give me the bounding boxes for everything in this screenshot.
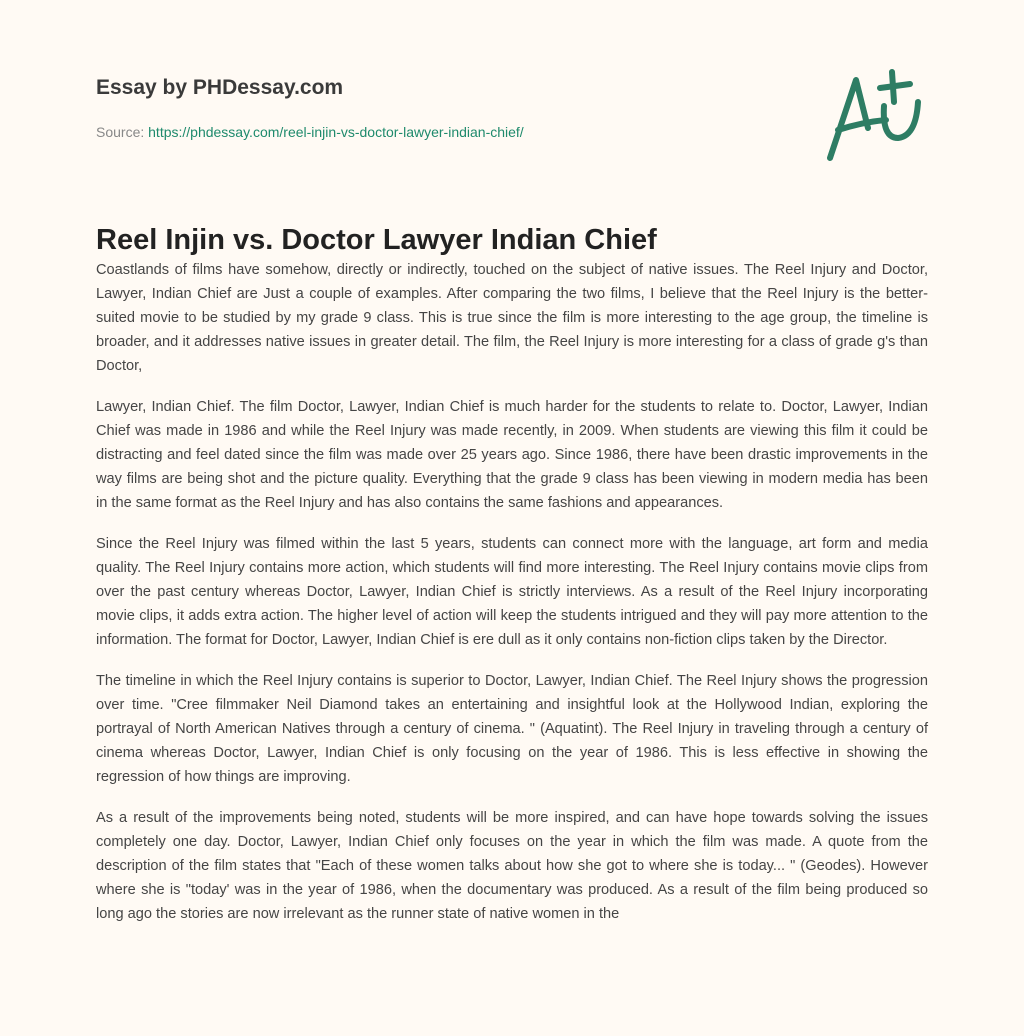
site-brand: Essay by PHDessay.com <box>96 76 344 99</box>
paragraph: Lawyer, Indian Chief. The film Doctor, Lawyer, Indian Chief is much harder for the students to relate to. Doctor, Lawyer, Indian Chief was made in 1986 and while the Reel Injury was made recently, in 2009. When students are viewing this film it could be distracting and feel dated since the film was made over 25 years ago. Since 1986, there have been drastic improvements in the way films are being shot and the picture quality. Everything that the grade 9 class has been viewing in modern media has been in the same format as the Reel Injury and has also contains the same fashions and appearances. <box>96 399 928 511</box>
source-label: Source: <box>96 124 145 140</box>
paragraph: As a result of the improvements being noted, students will be more inspired, and can have hope towards solving the issues completely one day. Doctor, Lawyer, Indian Chief only focuses on the year in which the film was made. A quote from the description of the film states that "Each of these women talks about how she got to where she is today... " (Geodes). However where she is "today' was in the year of 1986, when the documentary was produced. As a result of the film being produced so long ago the stories are now irrelevant as the runner state of native women in the <box>96 810 928 922</box>
paragraph: Since the Reel Injury was filmed within the last 5 years, students can connect more with the language, art form and media quality. The Reel Injury contains more action, which students will find more interesting. The Reel Injury contains movie clips from over the past century whereas Doctor, Lawyer, Indian Chief is strictly interviews. As a result of the Reel Injury incorporating movie clips, it adds extra action. The higher level of action will keep the students intrigued and they will pay more attention to the information. The format for Doctor, Lawyer, Indian Chief is ere dull as it only contains non-fiction clips taken by the Director. <box>96 536 928 648</box>
source-line <box>96 124 524 140</box>
paragraph: The timeline in which the Reel Injury contains is superior to Doctor, Lawyer, Indian Chief. The Reel Injury shows the progression over time. "Cree filmmaker Neil Diamond takes an entertaining and insightful look at the Hollywood Indian, exploring the portrayal of North American Natives through a century of cinema. " (Aquatint). The Reel Injury in traveling through a century of cinema whereas Doctor, Lawyer, Indian Chief is only focusing on the year of 1986. This is less effective in showing the regression of how things are improving. <box>96 673 928 785</box>
article-title: Reel Injin vs. Doctor Lawyer Indian Chief <box>96 224 657 256</box>
article-body <box>96 258 928 943</box>
source-link[interactable]: https://phdessay.com/reel-injin-vs-doctor-lawyer-indian-chief/ <box>148 124 524 140</box>
a-plus-logo-icon <box>818 66 928 166</box>
paragraph: Coastlands of films have somehow, directly or indirectly, touched on the subject of native issues. The Reel Injury and Doctor, Lawyer, Indian Chief are Just a couple of examples. After comparing the two films, I believe that the Reel Injury is the better- suited movie to be studied by my grade 9 class. This is true since the film is more interesting to the age group, the timeline is broader, and it addresses native issues in greater detail. The film, the Reel Injury is more interesting for a class of grade g's than Doctor, <box>96 262 928 374</box>
